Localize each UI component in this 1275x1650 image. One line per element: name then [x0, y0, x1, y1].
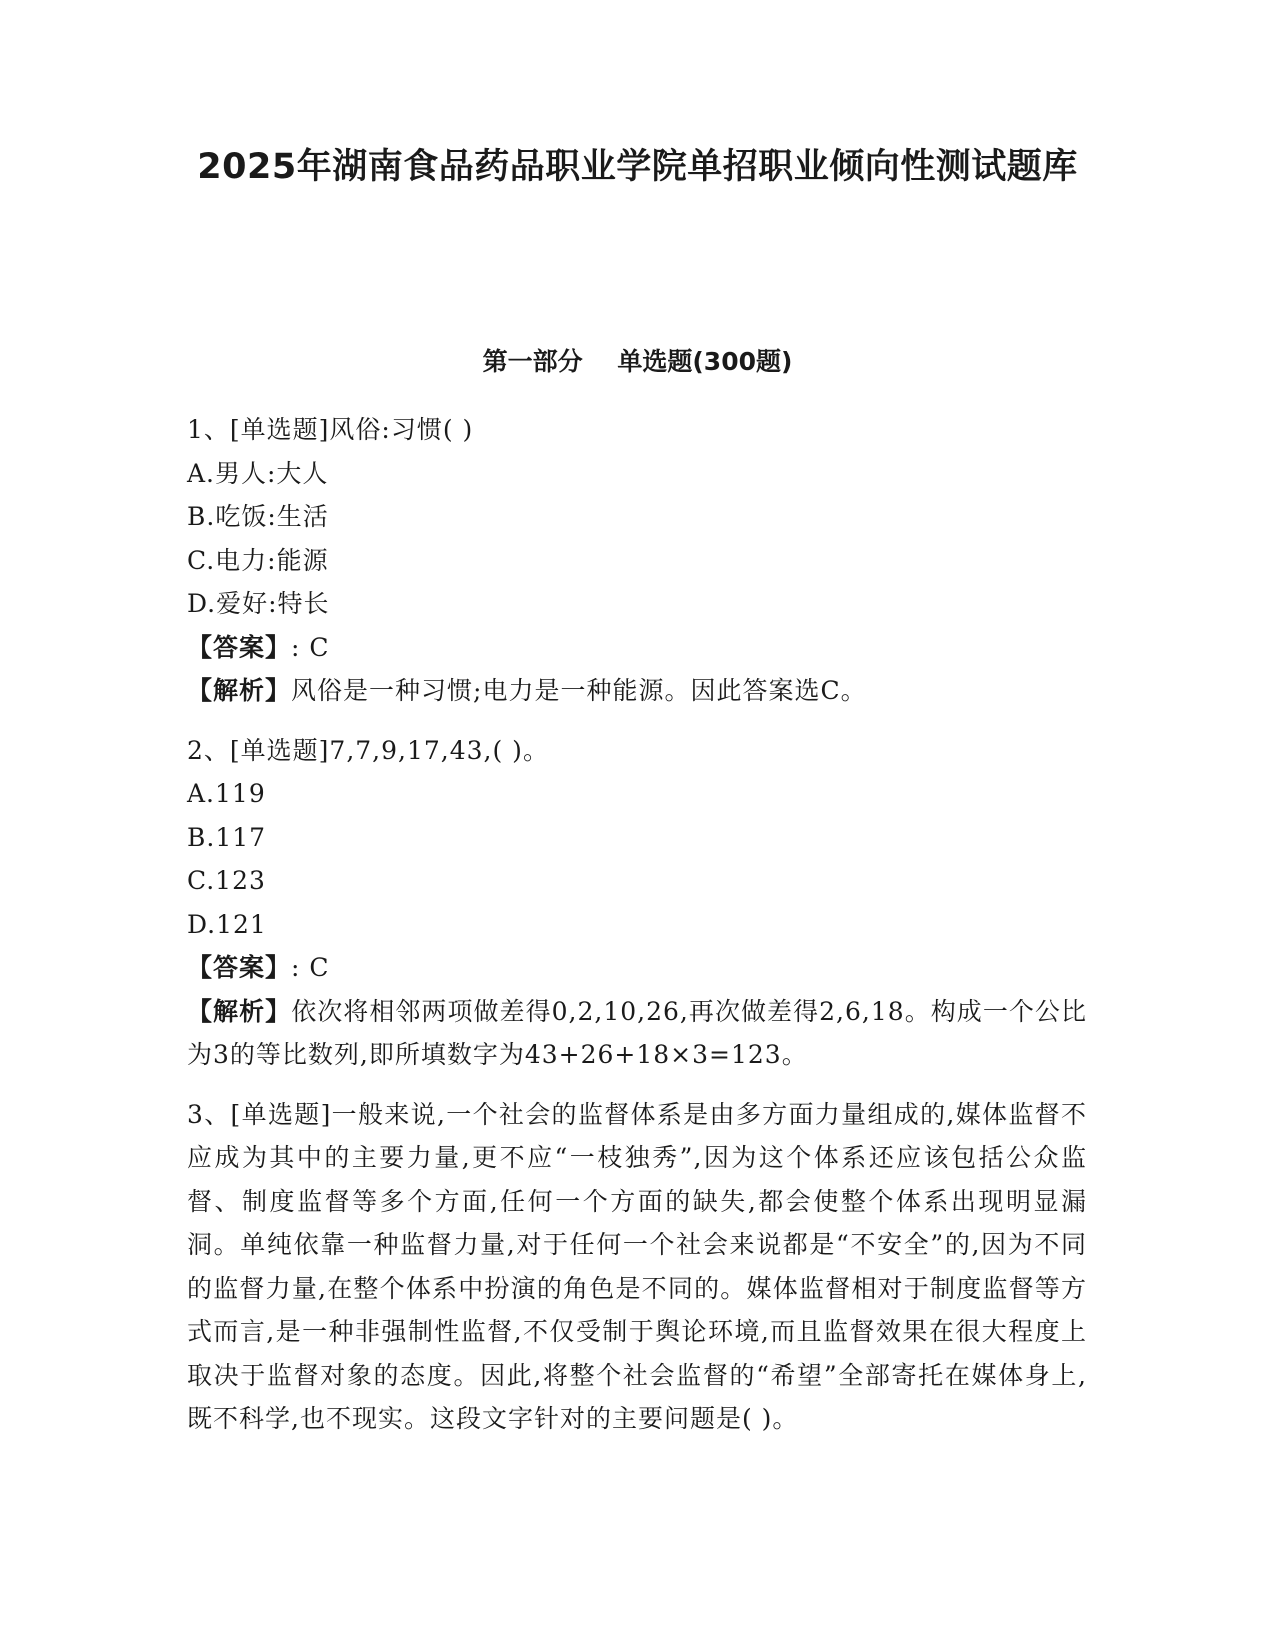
analysis-text: 依次将相邻两项做差得0,2,10,26,再次做差得2,6,18。构成一个公比为3的等比数列,即所填数字为43+26+18×3=123。 — [187, 996, 1087, 1069]
question-stem: 1、[单选题]风俗:习惯( ) — [187, 415, 474, 444]
option-d: D.爱好:特长 — [187, 589, 330, 618]
option-a: A.119 — [187, 779, 266, 808]
answer-value: : C — [291, 632, 330, 662]
analysis-text: 风俗是一种习惯;电力是一种能源。因此答案选C。 — [291, 676, 867, 705]
question-3 — [187, 1093, 1087, 1441]
question-2 — [187, 729, 1087, 1077]
analysis-label: 【解析】 — [187, 676, 292, 705]
answer-label: 【答案】 — [187, 953, 292, 982]
answer-value: : C — [291, 953, 330, 982]
option-d: D.121 — [187, 909, 267, 939]
answer-label: 【答案】 — [187, 632, 292, 662]
option-c: C.电力:能源 — [187, 545, 329, 575]
section-heading: 第一部分 单选题(300题) — [482, 347, 793, 376]
document-title: 2025年湖南食品药品职业学院单招职业倾向性测试题库 — [197, 147, 1078, 187]
option-c: C.123 — [187, 866, 266, 895]
question-stem: 3、[单选题]一般来说,一个社会的监督体系是由多方面力量组成的,媒体监督不应成为其中的主要力量,更不应“一枝独秀”,因为这个体系还应该包括公众监督、制度监督等多个方面,任何一个方面的缺失,都会使整个体系出现明显漏洞。单纯依靠一种监督力量,对于任何一个社会来说都是“不安全”的,因为不同的监督力量,在整个体系中扮演的角色是不同的。媒体监督相对于制度监督等方式而言,是一种非强制性监督,不仅受制于舆论环境,而且监督效果在很大程度上取决于监督对象的态度。因此,将整个社会监督的“希望”全部寄托在媒体身上,既不科学,也不现实。这段文字针对的主要问题是( )。 — [187, 1099, 1087, 1433]
option-b: B.吃饭:生活 — [187, 502, 329, 531]
analysis-row — [187, 990, 1087, 1077]
option-a: A.男人:大人 — [187, 458, 329, 488]
answer-row — [187, 946, 1087, 990]
question-stem: 2、[单选题]7,7,9,17,43,( )。 — [187, 735, 549, 765]
question-list — [187, 408, 1087, 1457]
analysis-label: 【解析】 — [187, 996, 292, 1026]
option-b: B.117 — [187, 822, 267, 852]
answer-row — [187, 626, 1087, 670]
question-1 — [187, 408, 1087, 713]
analysis-row — [187, 669, 1087, 713]
